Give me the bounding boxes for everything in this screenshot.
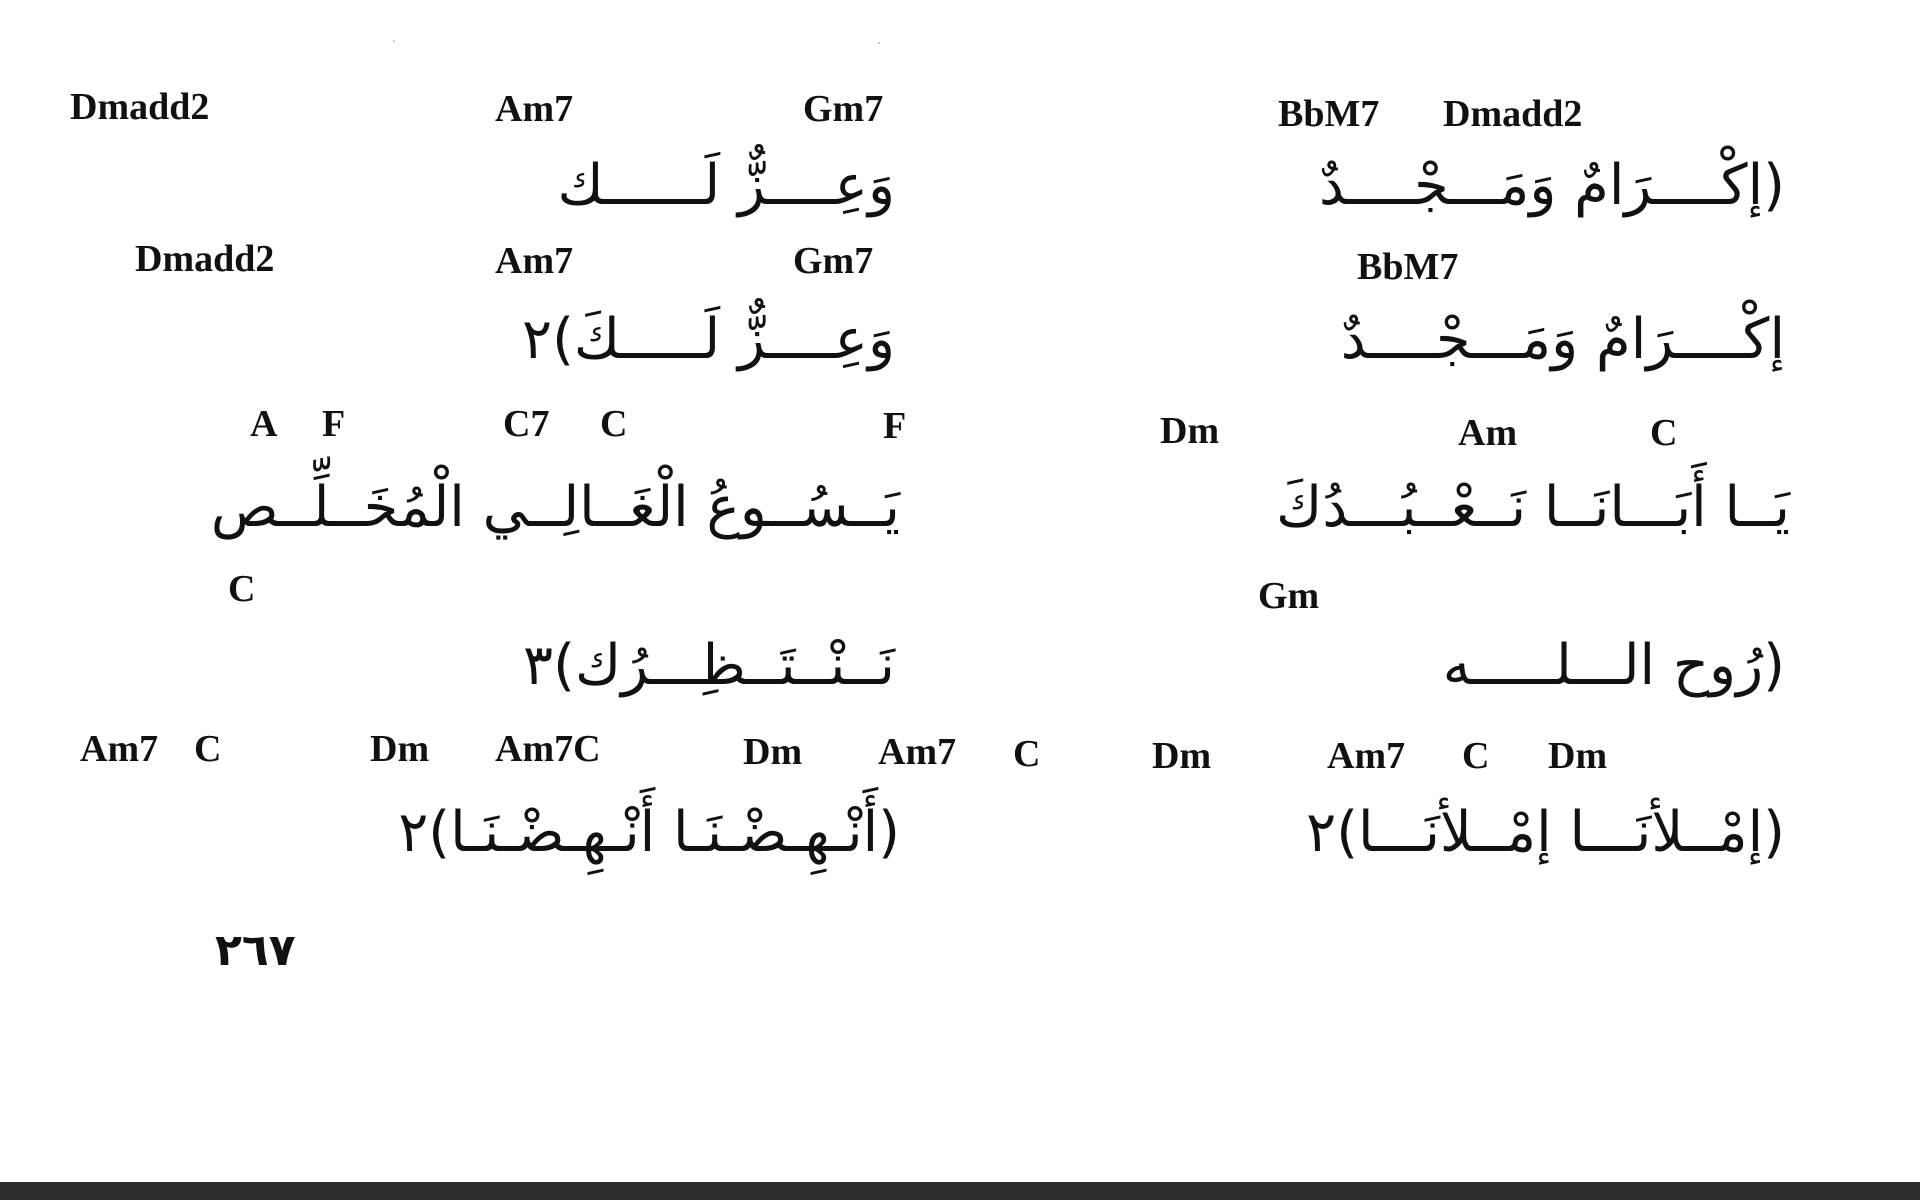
lyric-right-half: (إمْــلأنَـــا إمْــلأنَـــا)٢ <box>1306 800 1785 865</box>
page-number: ٢٦٧ <box>215 925 296 976</box>
scan-speck <box>393 40 395 42</box>
lyric-left-half: يَــسُــوعُ الْغَــالِــي الْمُخَــلِّــص <box>210 475 900 540</box>
chord: C <box>600 403 628 445</box>
chord: Am7 <box>80 728 159 770</box>
scan-speck <box>878 42 880 44</box>
lyric-right-half: (إكْــــرَامٌ وَمَـــجْــــدٌ <box>1318 153 1785 218</box>
chord: Am7 <box>495 88 574 130</box>
chord: C7 <box>503 403 550 445</box>
lyric-left-half: وَعِــــزٌّ لَـــــكَ)٢ <box>522 307 895 372</box>
chord: Dmadd2 <box>135 238 275 280</box>
lyric-left-half: وَعِــــزٌّ لَــــــك <box>557 153 895 218</box>
chord: Am7 <box>878 731 957 773</box>
chord: F <box>883 405 907 447</box>
lyric-left-half: (أَنْـهِـضْـنَـا أَنْـهِـضْـنَـا)٢ <box>398 800 900 865</box>
chord: Am7C <box>495 728 601 770</box>
chord: Dm <box>1160 410 1220 452</box>
chord: Dmadd2 <box>1443 93 1583 135</box>
chord: C <box>194 728 222 770</box>
bottom-bar <box>0 1182 1920 1200</box>
chord: F <box>322 403 346 445</box>
chord: BbM7 <box>1357 246 1459 288</box>
chord: Am7 <box>1327 735 1406 777</box>
chord: Am7 <box>495 240 574 282</box>
chord: Gm7 <box>793 240 874 282</box>
chord: Dm <box>1548 735 1608 777</box>
lyric-right-half: إكْــــرَامٌ وَمَـــجْــــدٌ <box>1340 307 1785 372</box>
chord: C <box>1013 733 1041 775</box>
chord: C <box>228 568 256 610</box>
chord: Gm <box>1258 575 1320 617</box>
chord: C <box>1650 412 1678 454</box>
chord: Gm7 <box>803 88 884 130</box>
chord: Dm <box>743 731 803 773</box>
chord: Dm <box>1152 735 1212 777</box>
lyric-left-half: نَــنْــتَــظِـــرُك)٣ <box>523 633 895 698</box>
chord: Dm <box>370 728 430 770</box>
chord: A <box>250 403 278 445</box>
chord: Am <box>1458 412 1518 454</box>
lyric-right-half: يَــا أَبَـــانَــا نَــعْــبُـــدُكَ <box>1276 475 1790 540</box>
chord: BbM7 <box>1278 93 1380 135</box>
chord: Dmadd2 <box>70 86 210 128</box>
lyric-right-half: (رُوح الـــلـــــه <box>1442 633 1785 698</box>
chord: C <box>1462 735 1490 777</box>
